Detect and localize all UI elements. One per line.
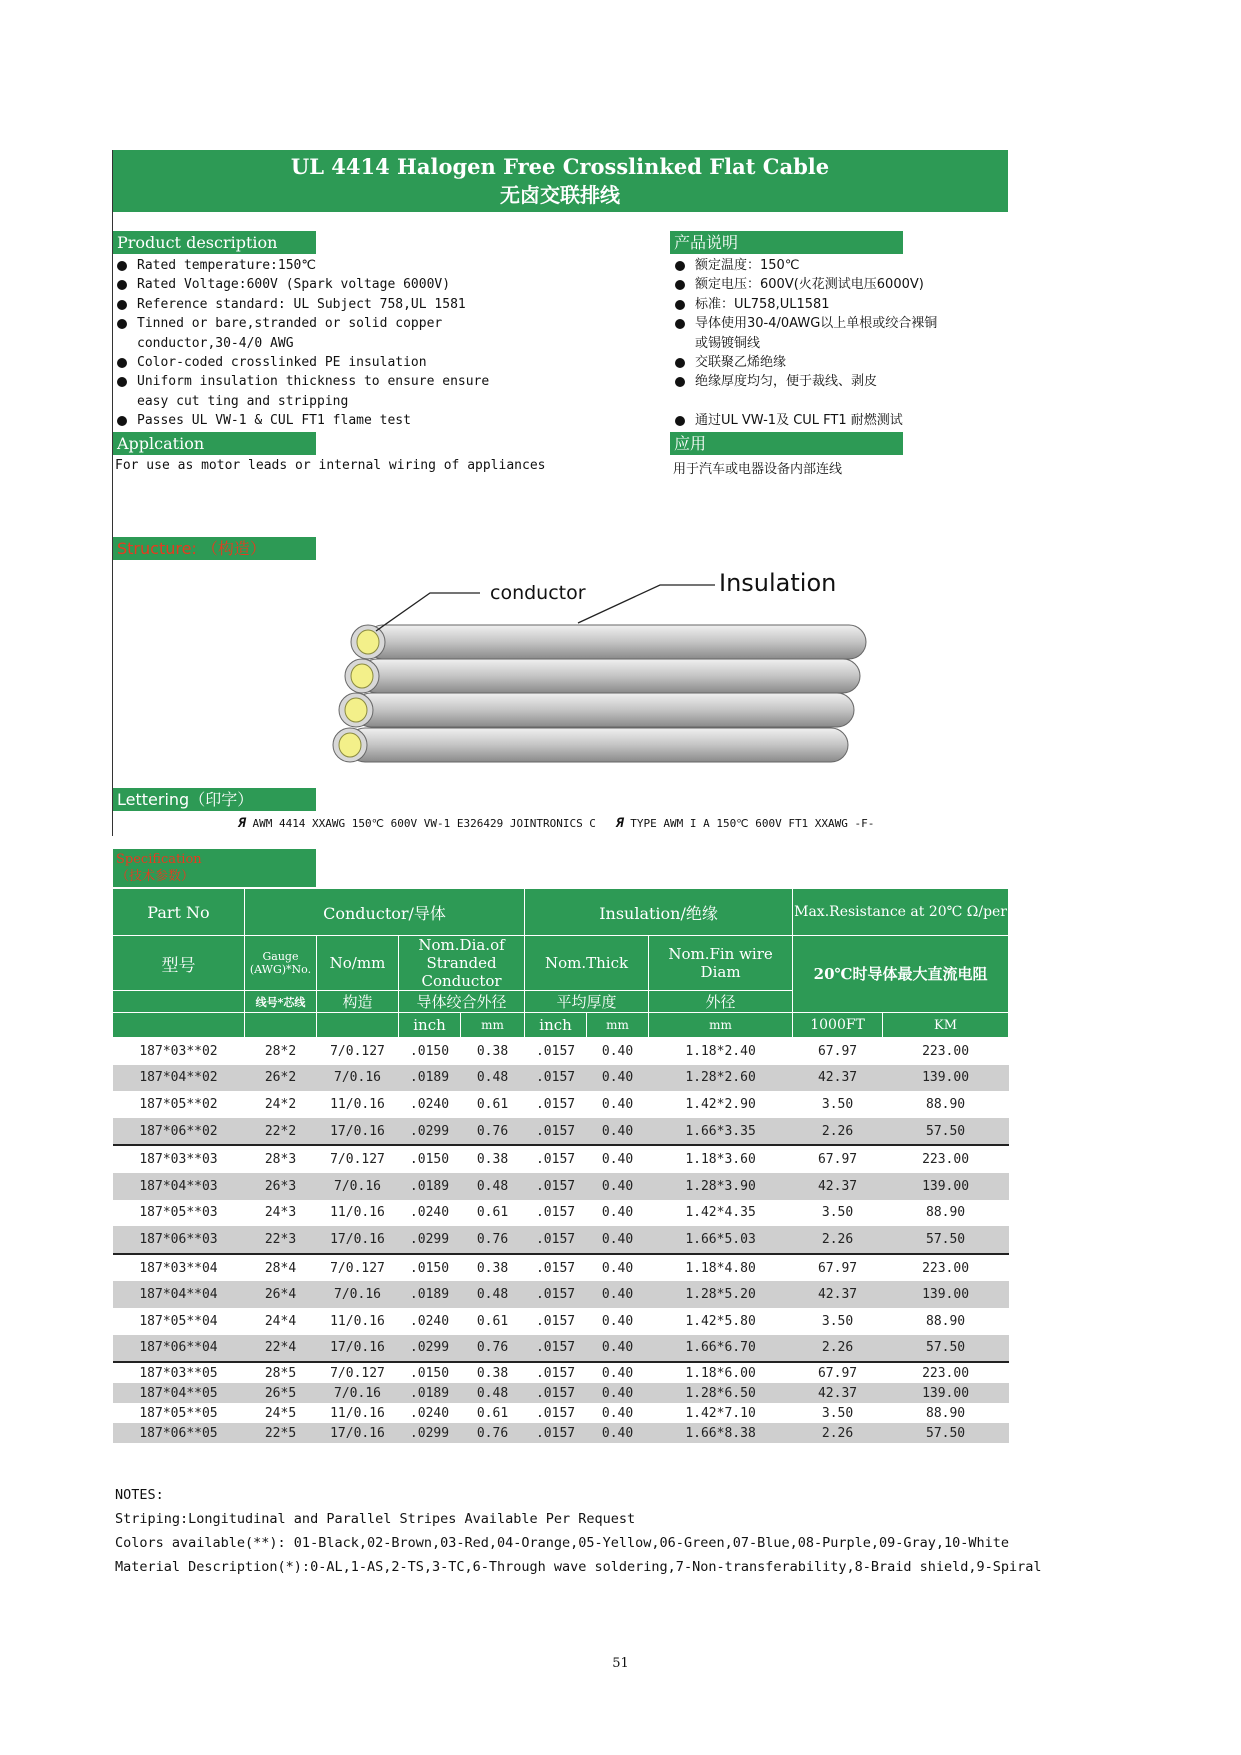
header-unit-blank [317,1013,399,1038]
table-cell: 187*06**04 [113,1335,245,1363]
table-cell: 1.42*7.10 [685,1405,756,1421]
header-gauge: Gauge (AWG)*No. [245,936,317,991]
bullet-icon [117,358,127,368]
table-cell: 1.28*3.90 [649,1173,793,1200]
table-cell: 7/0.127 [317,1362,399,1383]
table-cell: 1.28*6.50 [649,1383,793,1403]
table-cell: 57.50 [883,1335,1009,1363]
table-cell: .0150 [399,1254,461,1282]
table-cell: .0157 [525,1254,587,1282]
table-cell: .0157 [525,1383,587,1403]
bullet-icon [675,280,685,290]
table-cell: 1.66*8.38 [649,1423,793,1443]
table-cell: .0157 [525,1281,587,1308]
table-cell: 1.42*4.35 [685,1205,756,1221]
table-cell: 0.40 [601,1205,634,1221]
table-cell: 0.40 [587,1335,649,1363]
ul-mark-icon: Я [238,816,246,831]
table-cell: 67.97 [817,1043,858,1059]
header-unit-mm: mm [649,1013,793,1038]
table-cell: 139.00 [883,1065,1009,1092]
table-cell: 0.38 [476,1043,509,1059]
table-cell: 187*05**02 [139,1096,218,1112]
table-cell: 0.61 [476,1313,509,1329]
table-cell: 187*06**05 [113,1423,245,1443]
table-cell: .0299 [399,1335,461,1363]
table-cell: .0189 [399,1281,461,1308]
table-cell: .0157 [535,1205,576,1221]
table-row [113,1308,1009,1335]
specification-body [113,1038,1009,1444]
table-cell: 7/0.16 [317,1383,399,1403]
table-cell: 1.18*2.40 [685,1043,756,1059]
table-cell: 0.40 [601,1096,634,1112]
table-cell: 1.28*2.60 [649,1065,793,1092]
notes-line: Striping:Longitudinal and Parallel Stripes Available Per Request [115,1511,636,1527]
table-cell: 0.48 [461,1383,525,1403]
table-cell: .0240 [409,1096,450,1112]
table-row [113,1423,1009,1443]
table-cell: .0157 [525,1423,587,1443]
header-blank [113,991,245,1013]
table-cell: .0240 [409,1205,450,1221]
table-cell: 0.40 [587,1254,649,1282]
bullet-item: Rated Voltage:600V (Spark voltage 6000V) [115,275,575,294]
table-cell: 0.76 [461,1423,525,1443]
table-cell: 1.42*2.90 [685,1096,756,1112]
table-cell: 0.40 [587,1383,649,1403]
table-cell: .0157 [525,1065,587,1092]
table-cell: .0299 [399,1226,461,1254]
table-cell: 1.18*3.60 [649,1145,793,1173]
application-heading: Applcation [113,432,316,455]
table-cell: 28*3 [245,1145,317,1173]
table-cell: 28*5 [245,1362,317,1383]
cable-wire-2 [345,659,860,693]
table-cell: .0157 [535,1313,576,1329]
table-cell: .0150 [399,1145,461,1173]
lettering-text: Я AWM 4414 XXAWG 150℃ 600V VW-1 E326429 JOINTRONICS C Я TYPE AWM I A 150℃ 600V FT1 XXAWG -F- [238,816,875,831]
header-unit-blank [245,1013,317,1038]
cul-mark-icon: Я [615,816,624,831]
table-cell: 57.50 [883,1423,1009,1443]
table-cell: 1.66*6.70 [649,1335,793,1363]
table-cell: 3.50 [821,1313,854,1329]
title-bar [112,150,1008,212]
table-row [113,1145,1009,1173]
table-cell: .0157 [525,1362,587,1383]
table-cell: 24*5 [264,1405,297,1421]
table-cell: .0157 [525,1226,587,1254]
bullet-item: 导体使用30-4/0AWG以上单根或绞合裸铜 [673,314,1003,333]
table-cell: 26*3 [245,1173,317,1200]
table-cell: 187*06**03 [113,1226,245,1254]
bullet-icon [117,377,127,387]
notes-heading: NOTES: [115,1487,164,1503]
header-unit-inch: inch [399,1013,461,1038]
table-row [113,1335,1009,1363]
bullet-icon [117,416,127,426]
table-cell: 0.40 [587,1281,649,1308]
table-cell: 7/0.16 [317,1173,399,1200]
table-cell: 187*03**03 [113,1145,245,1173]
table-cell: 0.40 [601,1313,634,1329]
table-cell: 0.40 [587,1362,649,1383]
table-cell: 17/0.16 [317,1226,399,1254]
cable-wire-3 [339,693,854,727]
bullet-icon [117,280,127,290]
table-cell: 0.38 [461,1362,525,1383]
table-cell: 11/0.16 [330,1313,385,1329]
bullet-item: 额定电压：600V(火花测试电压6000V) [673,275,1003,294]
bullet-icon [117,261,127,271]
table-row [113,1091,1009,1118]
table-row [113,1383,1009,1403]
header-unit-blank [113,1013,245,1038]
header-conductor: Conductor/导体 [245,889,525,936]
header-fin-wire: Nom.Fin wire Diam [649,936,793,991]
application-text: For use as motor leads or internal wiring of appliances [115,458,546,473]
table-row [113,1173,1009,1200]
table-cell: 0.40 [587,1423,649,1443]
bullet-icon [117,319,127,329]
table-cell: 0.40 [587,1065,649,1092]
specification-heading: Specification （技术参数） [113,849,316,887]
table-cell: 17/0.16 [317,1118,399,1146]
table-cell: 0.76 [461,1118,525,1146]
table-cell: .0150 [399,1362,461,1383]
table-cell: 223.00 [922,1043,970,1059]
table-cell: 1.42*5.80 [685,1313,756,1329]
table-cell: 24*3 [264,1205,297,1221]
table-cell: 3.50 [821,1405,854,1421]
table-cell: 7/0.16 [317,1281,399,1308]
bullet-item: Color-coded crosslinked PE insulation [115,353,575,372]
header-nom-thick: Nom.Thick [525,936,649,991]
table-row [113,1200,1009,1227]
table-cell: 223.00 [883,1362,1009,1383]
table-cell: .0157 [525,1173,587,1200]
bullet-continuation: 或锡镀铜线 [695,335,761,351]
table-cell: 0.40 [587,1173,649,1200]
table-cell: 88.90 [926,1096,966,1112]
header-resistance-cn: 20℃时导体最大直流电阻 [793,936,1009,1013]
product-description-list [115,256,575,431]
notes [115,1483,1042,1579]
table-cell: 0.61 [476,1205,509,1221]
bullet-item: Passes UL VW-1 & CUL FT1 flame test [115,411,575,430]
bullet-item: 标准：UL758,UL1581 [673,295,1003,314]
table-cell: 223.00 [883,1145,1009,1173]
bullet-item: 通过UL VW-1及 CUL FT1 耐燃测试 [673,411,1003,430]
structure-heading: Structure: （构造） [113,537,316,560]
cable-wire-1 [351,625,866,659]
table-cell: 0.40 [601,1043,634,1059]
table-cell: .0157 [525,1118,587,1146]
bullet-item: Tinned or bare,stranded or solid copper [115,314,575,333]
table-cell: 0.76 [461,1226,525,1254]
table-cell: 26*5 [245,1383,317,1403]
header-insulation: Insulation/绝缘 [525,889,793,936]
table-cell: 7/0.127 [330,1043,385,1059]
table-cell: .0240 [409,1405,450,1421]
table-cell: 1.28*5.20 [649,1281,793,1308]
table-cell: 67.97 [793,1254,883,1282]
header-gauge-cn: 线号*芯线 [245,991,317,1013]
conductor-label: conductor [490,582,586,604]
bullet-item: Rated temperature:150℃ [115,256,575,275]
lettering-heading: Lettering（印字） [113,788,316,811]
title-cn: 无卤交联排线 [500,183,620,207]
table-cell: 17/0.16 [317,1423,399,1443]
table-cell: 0.38 [461,1254,525,1282]
table-cell: 26*2 [245,1065,317,1092]
bullet-item: 绝缘厚度均匀，便于裁线、剥皮 [673,372,1003,391]
table-cell: 187*05**05 [139,1405,218,1421]
table-row [113,1362,1009,1383]
table-cell: .0189 [399,1173,461,1200]
table-cell: 3.50 [821,1096,854,1112]
table-cell: 22*5 [245,1423,317,1443]
table-cell: .0299 [399,1118,461,1146]
header-unit-inch: inch [525,1013,587,1038]
table-row [113,1118,1009,1146]
table-cell: 7/0.16 [317,1065,399,1092]
table-row [113,1281,1009,1308]
table-cell: .0150 [409,1043,450,1059]
table-row [113,1254,1009,1282]
table-cell: 223.00 [883,1254,1009,1282]
application-cn-text: 用于汽车或电器设备内部连线 [673,462,843,477]
table-row [113,1403,1009,1423]
table-cell: 17/0.16 [317,1335,399,1363]
table-cell: 0.40 [587,1118,649,1146]
product-description-cn-list [673,256,1003,430]
table-cell: 88.90 [926,1405,966,1421]
table-cell: 0.61 [476,1096,509,1112]
page-number: 51 [612,1656,629,1671]
table-row [113,1038,1009,1065]
bullet-spacer [673,392,1003,411]
table-cell: 1.18*4.80 [649,1254,793,1282]
table-cell: 7/0.127 [317,1145,399,1173]
bullet-continuation: easy cut ting and stripping [137,393,349,409]
specification-table [112,888,1009,1443]
notes-line: Material Description(*):0-AL,1-AS,2-TS,3-TC,6-Through wave soldering,7-Non-transferability,8-Braid shield,9-Spiral [115,1559,1042,1575]
bullet-item: 额定温度：150℃ [673,256,1003,275]
table-cell: 42.37 [793,1281,883,1308]
table-cell: 2.26 [793,1226,883,1254]
table-cell: 187*03**04 [113,1254,245,1282]
table-cell: 24*2 [264,1096,297,1112]
table-cell: 187*04**03 [113,1173,245,1200]
header-nom-dia-cn: 导体绞合外径 [399,991,525,1013]
header-nom-thick-cn: 平均厚度 [525,991,649,1013]
notes-line: Colors available(**): 01-Black,02-Brown,03-Red,04-Orange,05-Yellow,06-Green,07-Blue,08-Purple,09-Gray,10-White [115,1535,1010,1551]
table-cell: 7/0.127 [317,1254,399,1282]
table-cell: 187*03**02 [139,1043,218,1059]
table-cell: 22*4 [245,1335,317,1363]
product-description-heading: Product description [113,231,316,254]
table-cell: 0.40 [587,1145,649,1173]
bullet-icon [675,377,685,387]
table-cell: 0.61 [476,1405,509,1421]
bullet-item: 交联聚乙烯绝缘 [673,353,1003,372]
table-cell: 67.97 [793,1362,883,1383]
table-cell: 187*04**02 [113,1065,245,1092]
table-cell: 67.97 [793,1145,883,1173]
table-cell: 139.00 [883,1383,1009,1403]
table-cell: 3.50 [821,1205,854,1221]
bullet-icon [675,261,685,271]
cable-wire-4 [333,728,848,762]
table-cell: 42.37 [793,1383,883,1403]
header-part-no: Part No [113,889,245,936]
bullet-item: Reference standard: UL Subject 758,UL 1581 [115,295,575,314]
insulation-label: Insulation [719,569,837,597]
table-cell: .0157 [535,1043,576,1059]
header-part-no-cn: 型号 [113,936,245,991]
table-cell: 187*05**03 [139,1205,218,1221]
table-cell: 0.48 [461,1281,525,1308]
table-cell: 0.40 [601,1405,634,1421]
flat-cable-diagram [320,555,880,770]
table-cell: 26*4 [245,1281,317,1308]
table-cell: 42.37 [793,1065,883,1092]
table-row [113,1065,1009,1092]
table-cell: 11/0.16 [330,1405,385,1421]
header-fin-wire-cn: 外径 [649,991,793,1013]
table-cell: 1.18*6.00 [649,1362,793,1383]
table-cell: .0157 [535,1096,576,1112]
product-description-cn-heading: 产品说明 [670,231,903,254]
application-cn-heading: 应用 [670,432,903,455]
table-cell: 187*06**02 [113,1118,245,1146]
header-no-mm-cn: 构造 [317,991,399,1013]
table-cell: 88.90 [926,1313,966,1329]
header-unit-1000ft: 1000FT [793,1013,883,1038]
header-no-mm: No/mm [317,936,399,991]
header-unit-km: KM [883,1013,1009,1038]
bullet-icon [117,300,127,310]
table-cell: 57.50 [883,1226,1009,1254]
table-cell: 57.50 [883,1118,1009,1146]
table-cell: 2.26 [793,1423,883,1443]
table-cell: 42.37 [793,1173,883,1200]
header-unit-mm: mm [461,1013,525,1038]
table-cell: 2.26 [793,1118,883,1146]
bullet-icon [675,300,685,310]
table-cell: 139.00 [883,1173,1009,1200]
table-cell: 0.48 [461,1065,525,1092]
table-cell: .0189 [399,1383,461,1403]
table-cell: 24*4 [264,1313,297,1329]
header-nom-dia: Nom.Dia.of Stranded Conductor [399,936,525,991]
table-cell: .0157 [525,1335,587,1363]
table-cell: 0.48 [461,1173,525,1200]
insulation-leader-line [578,585,715,623]
table-cell: 22*2 [245,1118,317,1146]
table-cell: .0189 [399,1065,461,1092]
bullet-icon [675,416,685,426]
table-cell: 28*4 [245,1254,317,1282]
table-cell: 1.66*3.35 [649,1118,793,1146]
header-max-resistance: Max.Resistance at 20℃ Ω/per [793,889,1009,936]
table-cell: 1.66*5.03 [649,1226,793,1254]
table-cell: .0240 [409,1313,450,1329]
table-cell: .0157 [535,1405,576,1421]
table-cell: 0.76 [461,1335,525,1363]
table-cell: 11/0.16 [330,1096,385,1112]
header-unit-mm: mm [587,1013,649,1038]
table-cell: 187*04**05 [113,1383,245,1403]
table-cell: 22*3 [245,1226,317,1254]
table-cell: 187*03**05 [113,1362,245,1383]
table-cell: 11/0.16 [330,1205,385,1221]
bullet-icon [675,319,685,329]
table-row [113,1226,1009,1254]
table-cell: 88.90 [926,1205,966,1221]
table-cell: 28*2 [264,1043,297,1059]
table-cell: 187*04**04 [113,1281,245,1308]
title-en: UL 4414 Halogen Free Crosslinked Flat Cable [290,154,830,179]
table-cell: 139.00 [883,1281,1009,1308]
bullet-item: Uniform insulation thickness to ensure ensure [115,372,575,391]
bullet-icon [675,358,685,368]
table-cell: 187*05**04 [139,1313,218,1329]
bullet-continuation: conductor,30-4/0 AWG [137,335,294,351]
table-cell: 0.38 [461,1145,525,1173]
table-cell: 2.26 [793,1335,883,1363]
table-cell: 0.40 [587,1226,649,1254]
table-cell: .0157 [525,1145,587,1173]
table-cell: .0299 [399,1423,461,1443]
